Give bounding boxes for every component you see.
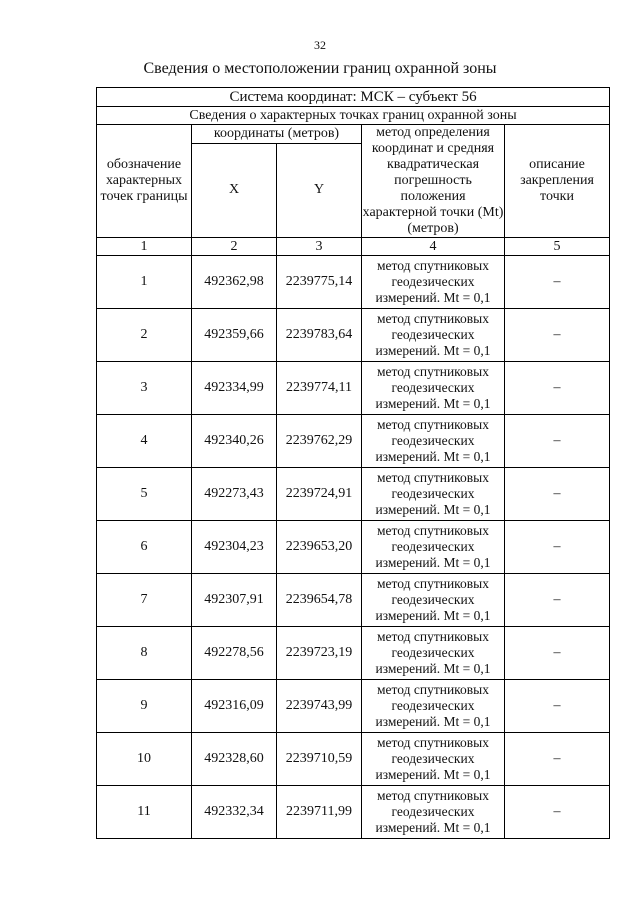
- coord-x: 492362,98: [192, 256, 277, 309]
- point-number: 7: [97, 574, 192, 627]
- column-number: 1: [97, 238, 192, 256]
- header-designation: обозначение характерных точек границы: [97, 125, 192, 238]
- table-row: [97, 521, 610, 574]
- fixing-cell: –: [505, 415, 610, 468]
- coordinate-system-cell: Система координат: МСК – субъект 56: [97, 88, 610, 107]
- table-row: [97, 256, 610, 309]
- column-numbers-row: [97, 238, 610, 256]
- column-number: 5: [505, 238, 610, 256]
- coord-y: 2239653,20: [277, 521, 362, 574]
- coord-y: 2239724,91: [277, 468, 362, 521]
- point-number: 1: [97, 256, 192, 309]
- coord-y: 2239654,78: [277, 574, 362, 627]
- coord-x: 492278,56: [192, 627, 277, 680]
- coord-x: 492316,09: [192, 680, 277, 733]
- method-cell: метод спутниковых геодезических измерений. Mt = 0,1: [362, 362, 505, 415]
- point-number: 9: [97, 680, 192, 733]
- header-y: Y: [277, 143, 362, 237]
- method-cell: метод спутниковых геодезических измерений. Mt = 0,1: [362, 309, 505, 362]
- coord-y: 2239774,11: [277, 362, 362, 415]
- coord-y: 2239743,99: [277, 680, 362, 733]
- table-caption-cell: Сведения о характерных точках границ охранной зоны: [97, 107, 610, 125]
- fixing-cell: –: [505, 733, 610, 786]
- method-cell: метод спутниковых геодезических измерений. Mt = 0,1: [362, 468, 505, 521]
- coord-y: 2239723,19: [277, 627, 362, 680]
- point-number: 6: [97, 521, 192, 574]
- coord-y: 2239783,64: [277, 309, 362, 362]
- coord-y: 2239762,29: [277, 415, 362, 468]
- table-row: [97, 680, 610, 733]
- point-number: 8: [97, 627, 192, 680]
- header-x: X: [192, 143, 277, 237]
- point-number: 2: [97, 309, 192, 362]
- point-number: 3: [97, 362, 192, 415]
- fixing-cell: –: [505, 256, 610, 309]
- coord-x: 492273,43: [192, 468, 277, 521]
- table-row: [97, 627, 610, 680]
- fixing-cell: –: [505, 627, 610, 680]
- method-cell: метод спутниковых геодезических измерений. Mt = 0,1: [362, 680, 505, 733]
- method-cell: метод спутниковых геодезических измерений. Mt = 0,1: [362, 627, 505, 680]
- coord-x: 492334,99: [192, 362, 277, 415]
- fixing-cell: –: [505, 362, 610, 415]
- fixing-cell: –: [505, 680, 610, 733]
- method-cell: метод спутниковых геодезических измерений. Mt = 0,1: [362, 733, 505, 786]
- point-number: 10: [97, 733, 192, 786]
- method-cell: метод спутниковых геодезических измерений. Mt = 0,1: [362, 256, 505, 309]
- fixing-cell: –: [505, 521, 610, 574]
- header-coordinates: координаты (метров): [192, 125, 362, 144]
- fixing-cell: –: [505, 786, 610, 839]
- point-number: 5: [97, 468, 192, 521]
- coord-x: 492307,91: [192, 574, 277, 627]
- coord-y: 2239711,99: [277, 786, 362, 839]
- table-row: [97, 786, 610, 839]
- coord-x: 492328,60: [192, 733, 277, 786]
- boundary-points-table: [96, 87, 610, 839]
- table-row: [97, 733, 610, 786]
- header-fixing: описание закрепления точки: [505, 125, 610, 238]
- method-cell: метод спутниковых геодезических измерений. Mt = 0,1: [362, 415, 505, 468]
- method-cell: метод спутниковых геодезических измерений. Mt = 0,1: [362, 574, 505, 627]
- table-row: [97, 362, 610, 415]
- coord-y: 2239710,59: [277, 733, 362, 786]
- table-row: [97, 309, 610, 362]
- document-title: Сведения о местоположении границ охранной зоны: [143, 60, 497, 77]
- point-number: 4: [97, 415, 192, 468]
- table-row: [97, 574, 610, 627]
- column-number: 2: [192, 238, 277, 256]
- table-row: [97, 415, 610, 468]
- table-row: [97, 468, 610, 521]
- fixing-cell: –: [505, 468, 610, 521]
- page-number: 32: [314, 38, 326, 52]
- coord-x: 492332,34: [192, 786, 277, 839]
- coord-x: 492304,23: [192, 521, 277, 574]
- coord-x: 492359,66: [192, 309, 277, 362]
- method-cell: метод спутниковых геодезических измерений. Mt = 0,1: [362, 521, 505, 574]
- header-method: метод определения координат и средняя квадратическая погрешность положения характерной точки (Mt) (метров): [362, 125, 504, 236]
- method-cell: метод спутниковых геодезических измерений. Mt = 0,1: [362, 786, 505, 839]
- coord-y: 2239775,14: [277, 256, 362, 309]
- fixing-cell: –: [505, 574, 610, 627]
- point-number: 11: [97, 786, 192, 839]
- column-number: 3: [277, 238, 362, 256]
- column-number: 4: [362, 238, 505, 256]
- fixing-cell: –: [505, 309, 610, 362]
- coord-x: 492340,26: [192, 415, 277, 468]
